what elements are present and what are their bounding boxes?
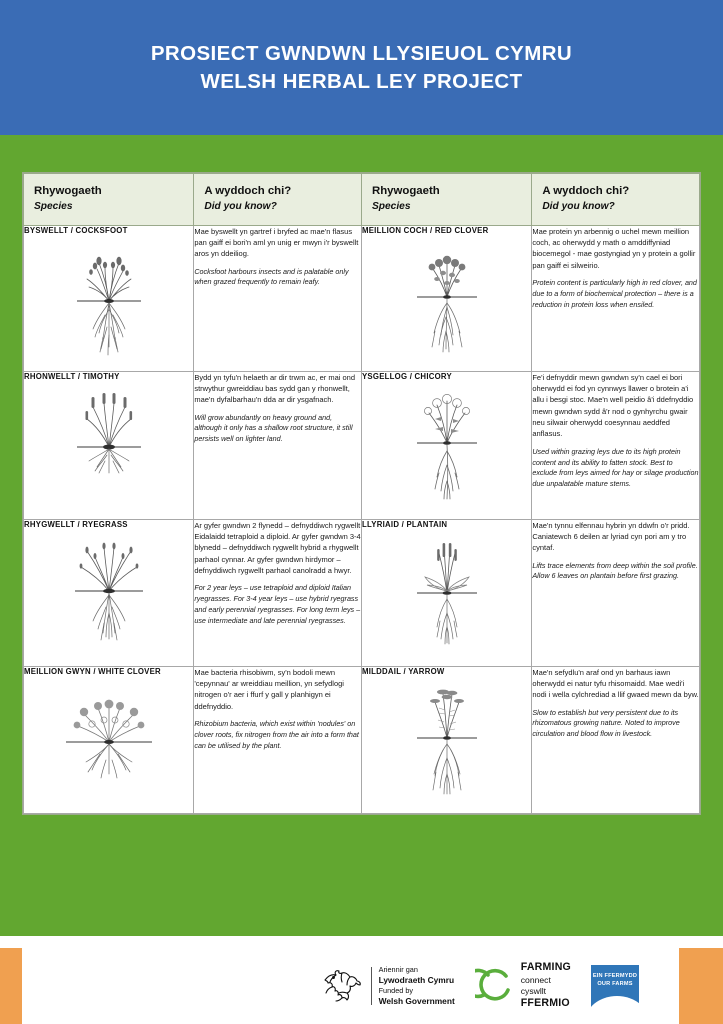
header-welsh: Rhywogaeth [371,185,440,197]
species-cell-red-clover [361,225,531,371]
logo-divider [371,967,372,1005]
header-welsh: Rhywogaeth [34,185,102,197]
table-row [24,519,700,666]
fact-english: Lifts trace elements from deep within the soil profile. Allow 6 leaves on plantain before first grazing. [532,560,698,581]
header-english: Species [371,201,411,213]
didyouknow-cell-plantain [532,519,700,666]
table-row [24,371,700,519]
header-english: Did you know? [542,201,615,213]
species-cell-timothy [24,371,194,519]
chicory-plant-illustration [362,385,531,503]
title-english: WELSH HERBAL LEY PROJECT [200,69,523,93]
farming-connect-logo [475,961,571,1010]
species-name: MILDDAIL / YARROW [361,666,445,676]
welsh-dragon-icon [320,968,364,1004]
fc-line-farming: FARMING [520,961,571,974]
column-header-species-left [24,174,194,226]
didyouknow-cell-red-clover [532,225,700,371]
farming-connect-text [521,961,571,1010]
title-banner [0,0,723,135]
species-name: LLYRIAID / PLANTAIN [361,519,448,529]
didyouknow-cell-yarrow [532,666,700,813]
species-name: MEILLION GWYN / WHITE CLOVER [24,666,161,676]
fc-line-connect: connect [520,975,551,985]
cocksfoot-plant-illustration [24,239,193,357]
fact-welsh: Mae'n tynnu elfennau hybrin yn ddwfn o'r pridd. Caniatewch 6 deilen ar lyriad cyn pori am y tro cyntaf. [532,520,690,553]
white-clover-plant-illustration [24,680,193,788]
fact-english: Slow to establish but very persistent due to its rhizomatous growing nature. Noted to improve circulation and blood flow in livestock. [532,707,680,739]
fact-english: Cocksfoot harbours insects and is palatable only when grazed frequently to remain leafy. [194,266,349,287]
fact-welsh: Mae protein yn arbennig o uchel mewn meillion coch, ac oherwydd y math o amddiffyniad biocemegol - mae gostyngiad yn y protein a gollir pan gaiff ei silweirio. [532,226,696,270]
ryegrass-plant-illustration [24,533,193,645]
didyouknow-cell-white-clover [194,666,362,813]
timothy-plant-illustration [24,385,193,495]
species-name: BYSWELLT / COCKSFOOT [24,225,128,235]
header-welsh: A wyddoch chi? [542,185,630,197]
yarrow-plant-illustration [362,680,531,798]
fact-english: Rhizobium bacteria, which exist within 'nodules' on clover roots, fix nitrogen from the air into a form that can be utilised by the plant. [194,719,359,750]
species-cell-yarrow [361,666,531,813]
fact-welsh: Bydd yn tyfu'n helaeth ar dir trwm ac, er mai ond strwythur gwreiddiau bas sydd gan y rhonwellt, mae'n dyfalbarhau'n dda ar dir ysgafnach. [194,372,356,405]
column-header-species-right [361,174,531,226]
fact-welsh: Ar gyfer gwndwn 2 flynedd – defnyddiwch rygwellt Eidalaidd tetraploid a diploid. Ar gyfer gwndwn 3-4 blynedd – defnyddiwch rygwellt hybrid a rhygwellt parhaol cynnar. Ar gyfer gwndwn hirdymor – defnyddiwch rygwellt parhaol canolradd a hwyr. [194,520,361,576]
species-table-container [22,172,701,815]
fact-welsh: Fe'i defnyddir mewn gwndwn sy'n cael ei bori oherwydd ei fod yn cynnwys llawer o brotein a'i allu i besgi stoc. Mae'n well peidio â'i ddefnyddio mewn gwndwn sydd â'r nod o gynhyrchu gwair neu silwair oherwydd coesynnau aeddfed anflasus. [532,372,694,439]
species-cell-chicory [361,371,531,519]
funded-by-english: Funded by [378,986,414,995]
welsh-government-text [379,965,455,1007]
our-farms-line-cy: EIN FFERMYDD [592,972,638,979]
our-farms-logo [591,965,639,1008]
header-english: Did you know? [204,201,277,213]
header-english: Species [34,201,73,213]
swirl-icon [475,966,515,1006]
red-clover-plant-illustration [362,239,531,357]
fact-welsh: Mae bacteria rhisobiwm, sy'n bodoli mewn 'cepynnau' ar wreiddiau meillion, yn sefydlogi nitrogen o'r aer i ffurf y gall y planhigyn ei ddefnyddio. [194,667,344,711]
fact-english: Protein content is particularly high in red clover, and due to a form of biochemical protection – there is a reduction in protein loss when ensiled. [532,278,697,309]
species-cell-ryegrass [24,519,194,666]
plantain-plant-illustration [362,533,531,647]
welsh-government-name-cy: Lywodraeth Cymru [378,974,455,985]
species-name: MEILLION COCH / RED CLOVER [361,225,489,235]
didyouknow-cell-timothy [194,371,362,519]
header-welsh: A wyddoch chi? [204,185,292,197]
didyouknow-cell-chicory [532,371,700,519]
fc-line-cyswllt: cyswllt [520,986,547,996]
title-welsh: PROSIECT GWNDWN LLYSIEUOL CYMRU [150,41,573,65]
didyouknow-cell-ryegrass [194,519,362,666]
table-row [24,666,700,813]
species-cell-plantain [361,519,531,666]
fact-english: For 2 year leys – use tetraploid and diploid Italian ryegrasses. For 3-4 year leys – use hybrid ryegrass and early perennial ryegrasses. For long term leys – use intermediate and late perennial ryegrasses. [194,583,361,625]
species-name: RHYGWELLT / RYEGRASS [24,519,128,529]
species-table [23,173,700,814]
welsh-government-logo [320,965,455,1007]
footer-white-gap [0,936,723,948]
footer-logo-strip [22,948,679,1024]
column-header-didyouknow-right [532,174,700,226]
our-farms-line-en: OUR FARMS [597,980,633,987]
species-name: YSGELLOG / CHICORY [361,371,452,381]
didyouknow-cell-cocksfoot [194,225,362,371]
fact-english: Used within grazing leys due to its high protein content and its ability to fatten stock. Best to exclude from leys aimed for hay or silage production due unpalatable mature stems. [532,446,699,489]
table-row [24,225,700,371]
fact-welsh: Mae byswellt yn gartref i bryfed ac mae'n flasus pan gaiff ei bori'n aml yn unig er mwyn i'r byswellt aros yn ddeiliog. [194,226,359,259]
species-name: RHONWELLT / TIMOTHY [24,371,120,381]
species-cell-white-clover [24,666,194,813]
welsh-government-name-en: Welsh Government [378,995,455,1006]
column-header-didyouknow-left [194,174,362,226]
funded-by-welsh: Ariennir gan [378,964,418,974]
logo-row [320,961,639,1010]
fact-welsh: Mae'n sefydlu'n araf ond yn barhaus iawn oherwydd ei natur tyfu rhisomaidd. Mae wedi'i nodi i wella cylchrediad a llif gwaed mewn da byw. [532,667,699,700]
fc-line-ffermio: FFERMIO [520,997,570,1009]
species-cell-cocksfoot [24,225,194,371]
wave-shape [591,996,639,1008]
fact-english: Will grow abundantly on heavy ground and, although it only has a shallow root structure, it still persists well on lighter land. [194,412,353,444]
table-header-row [24,174,700,226]
